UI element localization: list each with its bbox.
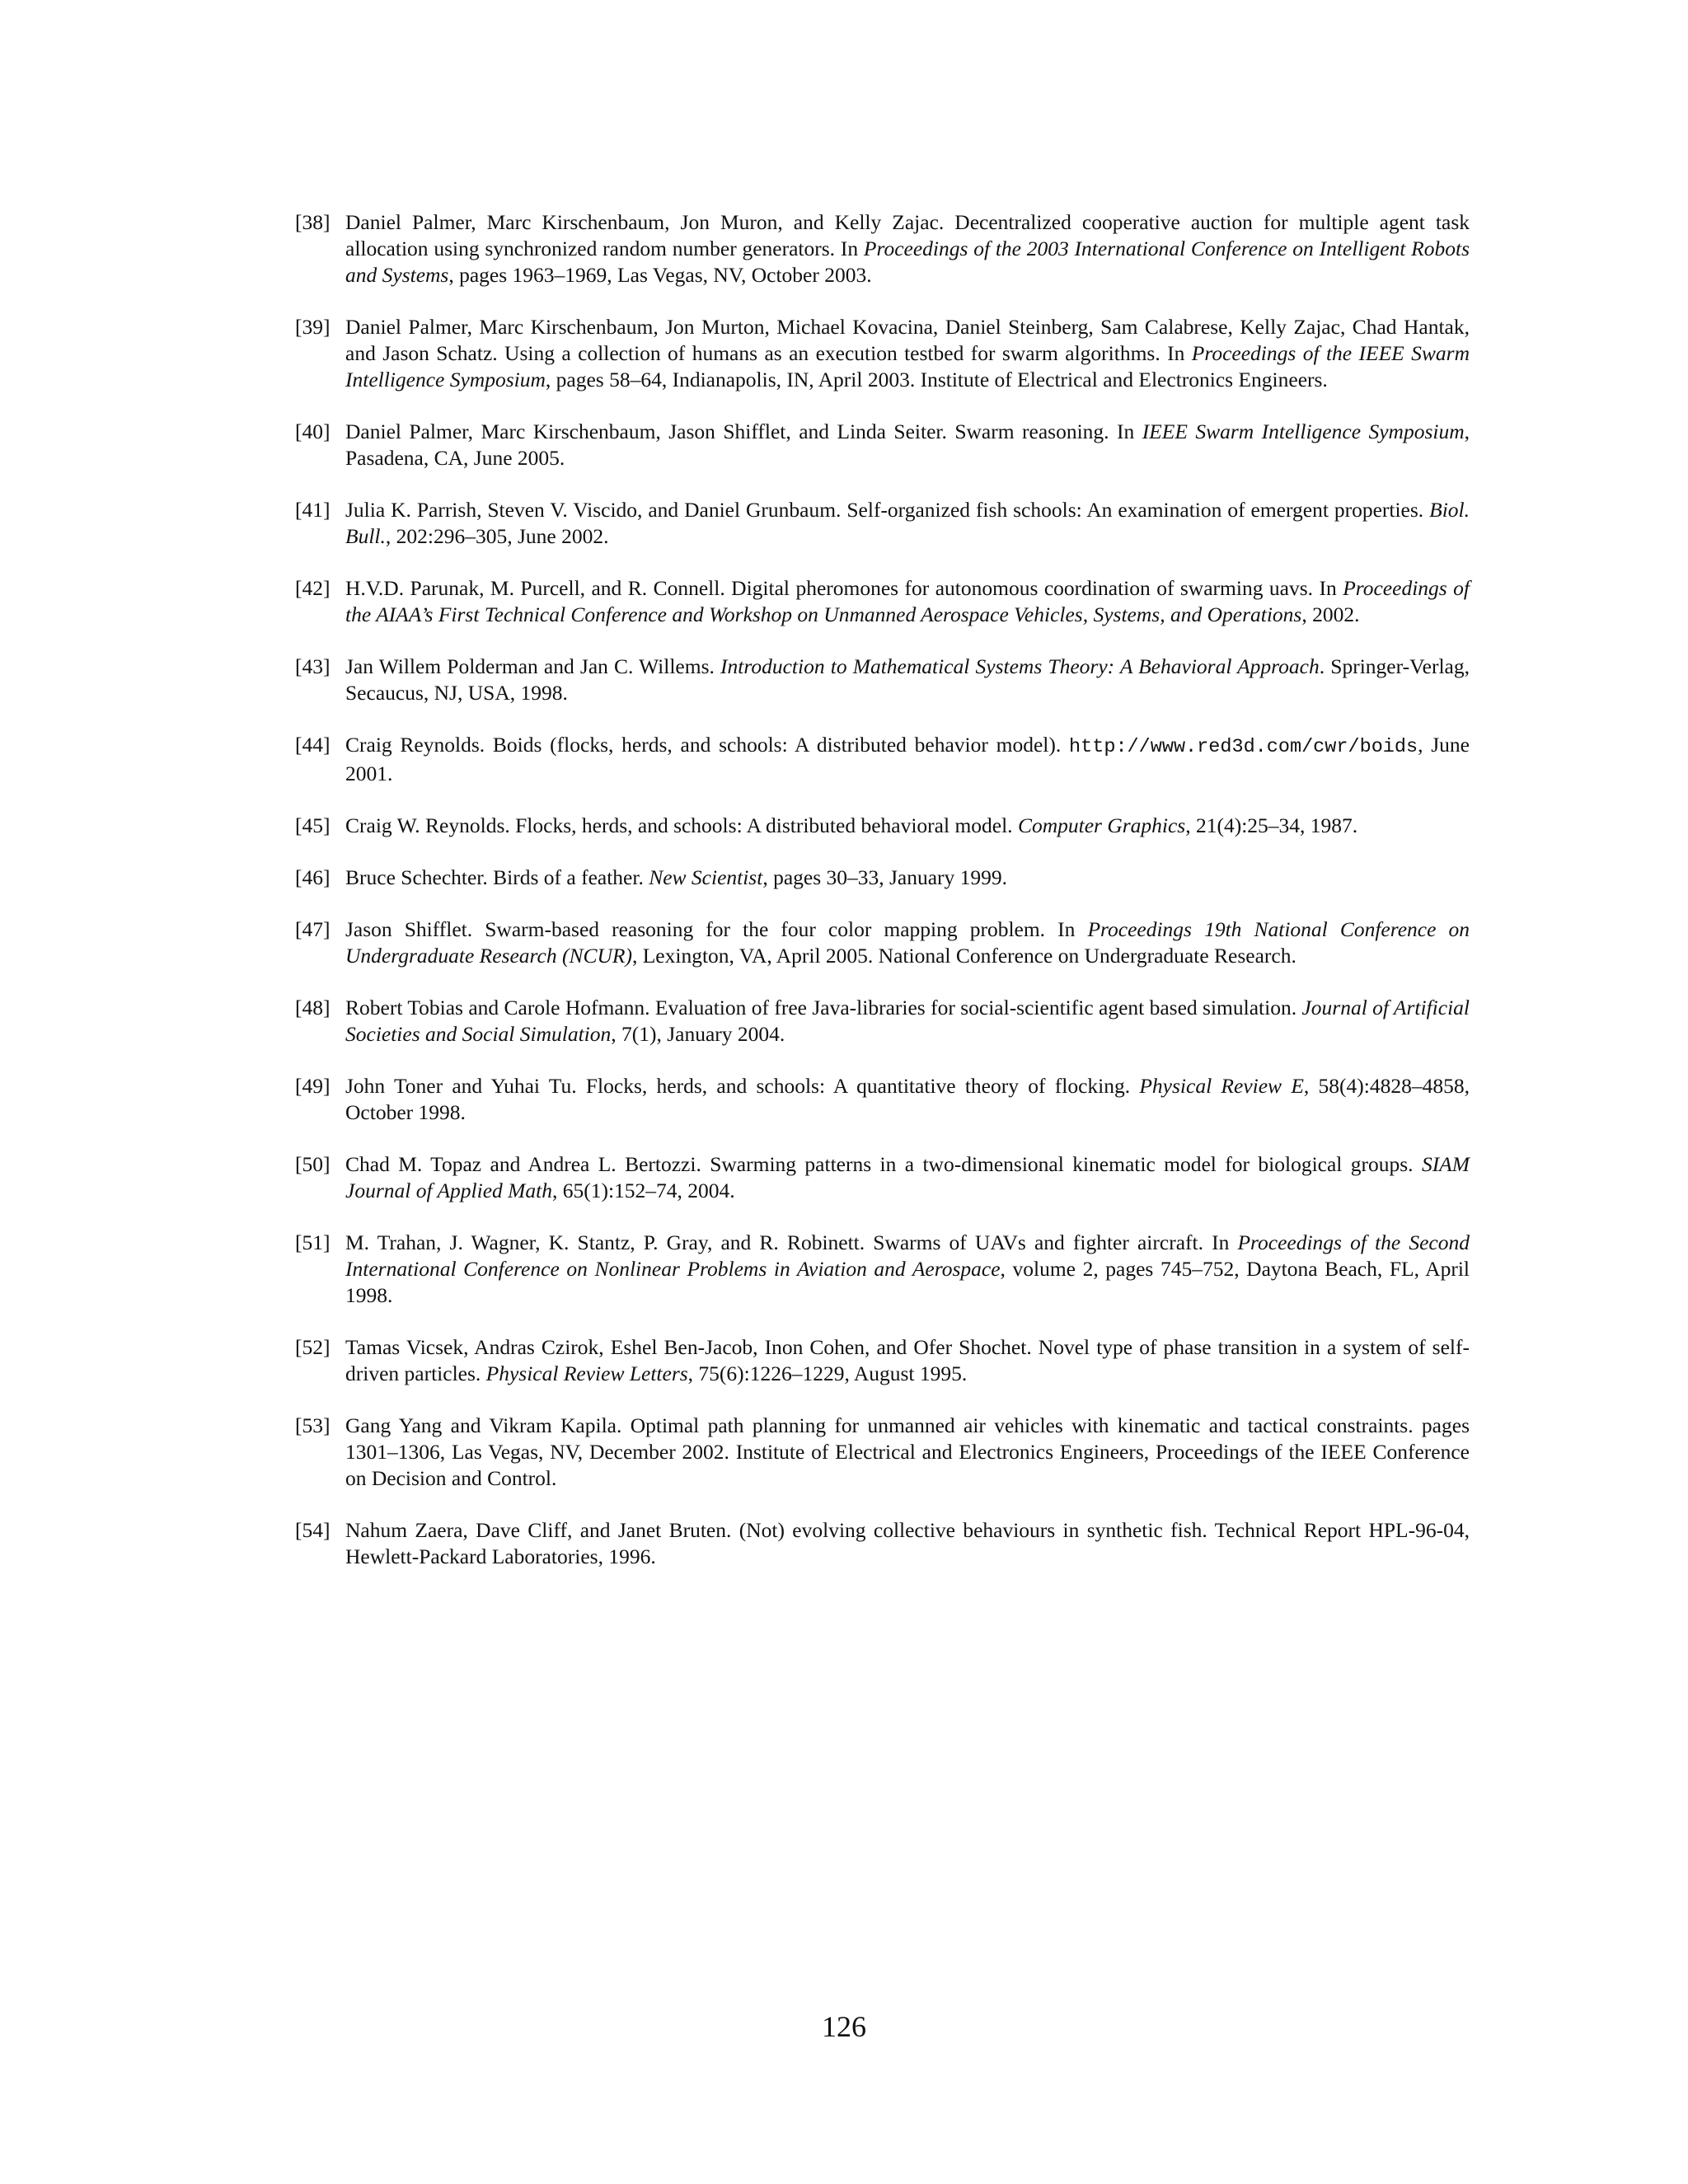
reference-segment: John Toner and Yuhai Tu. Flocks, herds, and schools: A quantitative theory of flocking. [345, 1074, 1140, 1098]
reference-text [345, 210, 1470, 287]
reference-number: [43] [295, 654, 331, 678]
reference-segment: . Springer-Verlag, Secaucus, NJ, USA, 1998. [345, 654, 1470, 705]
reference-entry [295, 1230, 1470, 1309]
reference-venue: Proceedings of the IEEE Swarm Intelligence Symposium [345, 341, 1470, 391]
reference-segment: , 65(1):152–74, 2004. [551, 1179, 735, 1202]
reference-segment: Julia K. Parrish, Steven V. Viscido, and Daniel Grunbaum. Self-organized fish schools: An examination of emergent properties. [345, 498, 1430, 522]
reference-segment: Bruce Schechter. Birds of a feather. [345, 865, 649, 889]
reference-number: [48] [295, 996, 331, 1019]
reference-entry [295, 865, 1470, 891]
reference-segment: Gang Yang and Vikram Kapila. Optimal path planning for unmanned air vehicles with kinematic and tactical constraints. pages 1301–1306, Las Vegas, NV, December 2002. Institute of Electrical and Electronics Engineers, Proceedings of the IEEE Conference on Decision and Control. [345, 1413, 1470, 1490]
reference-segment: , pages 1963–1969, Las Vegas, NV, October 2003. [448, 263, 872, 287]
reference-venue: Proceedings 19th National Conference on Undergraduate Research (NCUR) [345, 917, 1470, 968]
reference-number: [54] [295, 1518, 331, 1542]
reference-text [345, 315, 1470, 391]
reference-entry [295, 995, 1470, 1047]
reference-text [345, 1230, 1470, 1307]
reference-segment: Chad M. Topaz and Andrea L. Bertozzi. Swarming patterns in a two-dimensional kinematic model for biological groups. [345, 1152, 1422, 1176]
reference-number: [39] [295, 315, 331, 339]
reference-text [345, 576, 1470, 626]
reference-segment: M. Trahan, J. Wagner, K. Stantz, P. Gray, and R. Robinett. Swarms of UAVs and fighter aircraft. In [345, 1230, 1238, 1254]
reference-text [345, 1518, 1470, 1568]
reference-venue: SIAM Journal of Applied Math [345, 1152, 1470, 1202]
reference-venue: IEEE Swarm Intelligence Symposium [1142, 419, 1465, 443]
reference-segment: , 21(4):25–34, 1987. [1185, 813, 1358, 837]
reference-segment: Craig W. Reynolds. Flocks, herds, and schools: A distributed behavioral model. [345, 813, 1018, 837]
reference-entry [295, 732, 1470, 787]
reference-number: [41] [295, 498, 331, 522]
reference-entry [295, 916, 1470, 969]
reference-entry [295, 314, 1470, 393]
reference-text [345, 1074, 1470, 1124]
reference-venue: Introduction to Mathematical Systems Theory: A Behavioral Approach [720, 654, 1320, 678]
reference-text [345, 917, 1470, 968]
reference-segment: Daniel Palmer, Marc Kirschenbaum, Jon Murton, Michael Kovacina, Daniel Steinberg, Sam Calabrese, Kelly Zajac, Chad Hantak, and Jason Schatz. Using a collection of humans as an execution testbed for swarm algorithms. In [345, 315, 1470, 365]
reference-text [345, 1152, 1470, 1202]
reference-venue: Biol. Bull. [345, 498, 1470, 548]
reference-number: [46] [295, 865, 331, 889]
reference-segment: Nahum Zaera, Dave Cliff, and Janet Bruten. (Not) evolving collective behaviours in synthetic fish. Technical Report HPL-96-04, Hewlett-Packard Laboratories, 1996. [345, 1518, 1470, 1568]
reference-entry [295, 419, 1470, 471]
reference-number: [53] [295, 1413, 331, 1437]
reference-venue: Journal of Artificial Societies and Social Simulation [345, 996, 1470, 1046]
reference-number: [44] [295, 733, 331, 757]
reference-url[interactable]: http://www.red3d.com/cwr/boids [1069, 736, 1418, 758]
reference-segment: Daniel Palmer, Marc Kirschenbaum, Jason Shifflet, and Linda Seiter. Swarm reasoning. In [345, 419, 1142, 443]
reference-entry [295, 1413, 1470, 1492]
reference-number: [45] [295, 813, 331, 837]
reference-entry [295, 1517, 1470, 1570]
reference-text [345, 419, 1470, 470]
reference-venue: Physical Review E [1139, 1074, 1304, 1098]
reference-number: [52] [295, 1335, 331, 1359]
reference-segment: Tamas Vicsek, Andras Czirok, Eshel Ben-Jacob, Inon Cohen, and Ofer Shochet. Novel type of phase transition in a system of self-driven particles. [345, 1335, 1470, 1385]
reference-list [295, 209, 1470, 1596]
reference-entry [295, 575, 1470, 628]
reference-text [345, 813, 1357, 837]
reference-entry [295, 813, 1470, 839]
reference-venue: New Scientist [649, 865, 763, 889]
reference-segment: Jason Shifflet. Swarm-based reasoning for the four color mapping problem. In [345, 917, 1088, 941]
reference-segment: Daniel Palmer, Marc Kirschenbaum, Jon Muron, and Kelly Zajac. Decentralized cooperative auction for multiple agent task allocation using synchronized random number generators. In [345, 210, 1470, 260]
reference-entry [295, 1151, 1470, 1204]
reference-text [345, 865, 1007, 889]
reference-venue: Computer Graphics [1017, 813, 1186, 837]
reference-segment: , Pasadena, CA, June 2005. [345, 419, 1470, 470]
reference-venue: Proceedings of the AIAA’s First Technical Conference and Workshop on Unmanned Aerospace Vehicles, Systems, and Operations [345, 576, 1470, 626]
reference-segment: Jan Willem Polderman and Jan C. Willems. [345, 654, 721, 678]
reference-segment: , 75(6):1226–1229, August 1995. [687, 1361, 968, 1385]
reference-number: [49] [295, 1074, 331, 1098]
reference-entry [295, 1073, 1470, 1126]
reference-segment: , Lexington, VA, April 2005. National Conference on Undergraduate Research. [631, 944, 1296, 968]
reference-text [345, 733, 1470, 785]
reference-segment: Craig Reynolds. Boids (flocks, herds, and schools: A distributed behavior model). [345, 733, 1070, 757]
reference-number: [47] [295, 917, 331, 941]
reference-text [345, 996, 1470, 1046]
reference-segment: , 202:296–305, June 2002. [385, 524, 609, 548]
reference-segment: , 58(4):4828–4858, October 1998. [345, 1074, 1470, 1124]
reference-text [345, 498, 1470, 548]
reference-venue: Proceedings of the Second International Conference on Nonlinear Problems in Aviation and Aerospace [345, 1230, 1470, 1281]
reference-segment: , pages 30–33, January 1999. [762, 865, 1008, 889]
reference-segment: , volume 2, pages 745–752, Daytona Beach, FL, April 1998. [345, 1257, 1470, 1307]
reference-entry [295, 1334, 1470, 1387]
reference-number: [42] [295, 576, 331, 600]
reference-number: [38] [295, 210, 331, 234]
reference-entry [295, 497, 1470, 550]
reference-venue: Physical Review Letters [485, 1361, 688, 1385]
reference-segment: , 7(1), January 2004. [611, 1022, 785, 1046]
reference-text [345, 654, 1470, 705]
reference-segment: , June 2001. [345, 733, 1470, 785]
reference-segment: , 2002. [1301, 602, 1360, 626]
reference-segment: Robert Tobias and Carole Hofmann. Evaluation of free Java-libraries for social-scientific agent based simulation. [345, 996, 1302, 1019]
reference-number: [40] [295, 419, 331, 443]
reference-segment: H.V.D. Parunak, M. Purcell, and R. Connell. Digital pheromones for autonomous coordination of swarming uavs. In [345, 576, 1343, 600]
reference-text [345, 1413, 1470, 1490]
reference-text [345, 1335, 1470, 1385]
reference-entry [295, 654, 1470, 706]
reference-entry [295, 209, 1470, 288]
reference-number: [51] [295, 1230, 331, 1254]
page-number: 126 [822, 2010, 866, 2043]
reference-segment: , pages 58–64, Indianapolis, IN, April 2003. Institute of Electrical and Electronics Engineers. [545, 368, 1328, 391]
reference-number: [50] [295, 1152, 331, 1176]
reference-venue: Proceedings of the 2003 International Conference on Intelligent Robots and Systems [345, 237, 1470, 287]
